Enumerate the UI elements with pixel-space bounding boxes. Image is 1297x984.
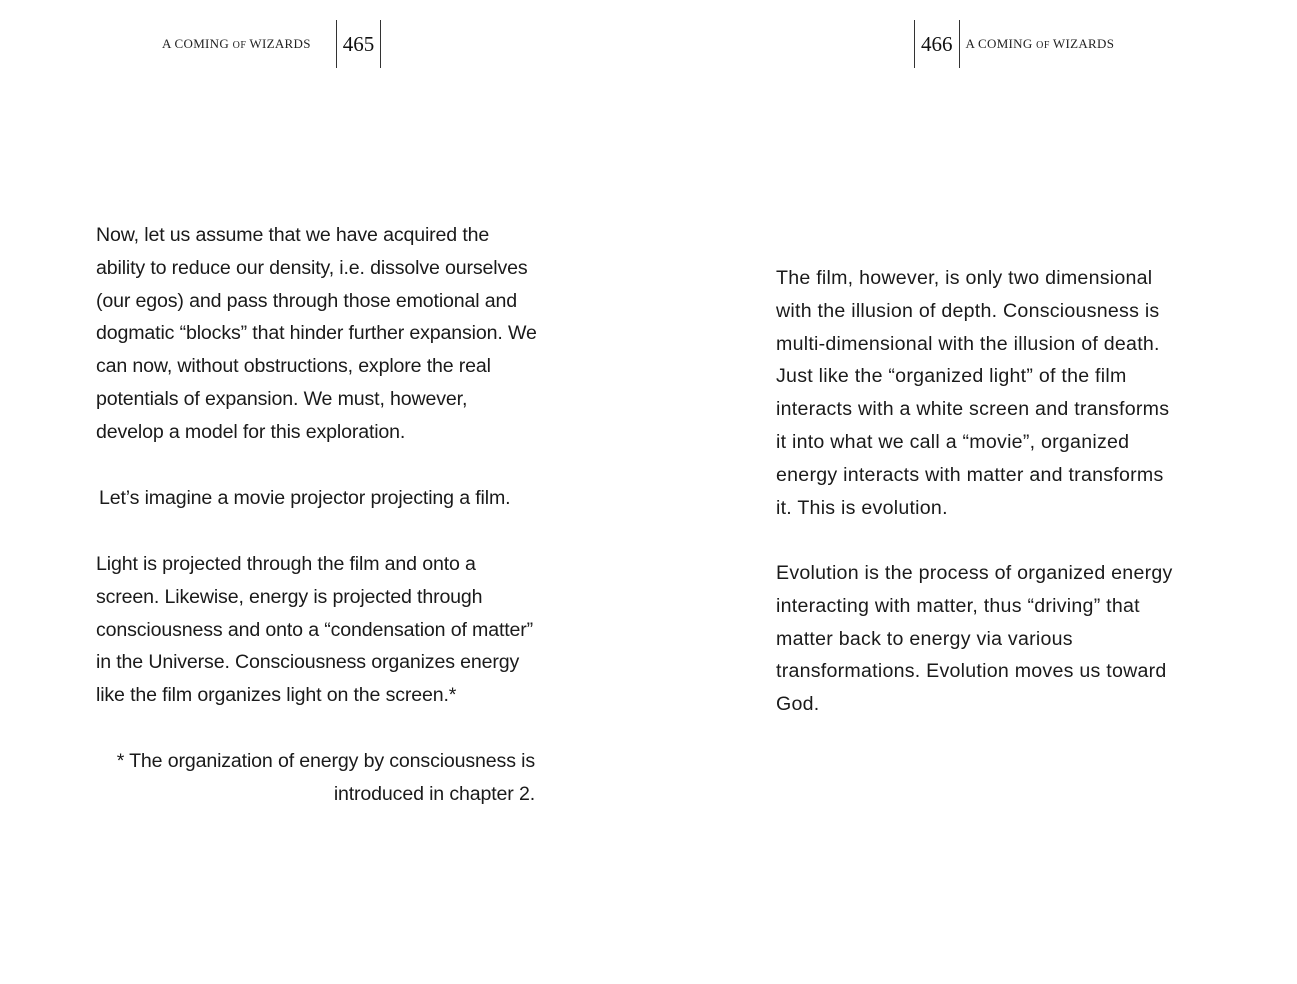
paragraph-projector: Let’s imagine a movie projector projecting a film. [99,487,511,509]
book-title-of: OF [232,40,250,51]
book-title-coming: COMING [174,36,233,51]
paragraph-evolution: Evolution is the process of organized energy interacting with matter, thus “driving” that matter back to energy via various transformations. Evolution moves us toward God. [776,562,1173,716]
footnote: * The organization of energy by consciousness is introduced in chapter 2. [116,750,535,805]
book-title [966,36,1115,52]
header-rule [959,20,960,68]
running-header [162,20,381,68]
header-rule [380,20,381,68]
page-number: 465 [342,32,375,56]
paragraph-light: Light is projected through the film and onto a screen. Likewise, energy is projected through consciousness and onto a “condensation of matter” in the Universe. Consciousness organizes energy like the film organizes light on the screen.* [96,553,534,707]
book-title-a: A [162,36,175,51]
book-title-wizards: WIZARDS [1052,36,1115,51]
book-title-a: A [965,36,979,51]
paragraph-film: The film, however, is only two dimensional with the illusion of depth. Consciousness is multi-dimensional with the illusion of death. Just like the “organized light” of the film interacts with a white screen and transforms it into what we call a “movie”, organized energy interacts with matter and transforms it. This is evolution. [776,267,1170,519]
right-page [648,0,1297,984]
paragraph-density: Now, let us assume that we have acquired the ability to reduce our density, i.e. dissolve ourselves (our egos) and pass through those emotional and dogmatic “blocks” that hinder further expansion. We can now, without obstructions, explore the real potentials of expansion. We must, however, develop a model for this exploration. [96,224,537,443]
book-title-wizards: WIZARDS [249,36,311,51]
book-title-coming: COMING [978,36,1037,51]
page-number: 466 [921,32,953,56]
left-page [0,0,648,984]
book-title [162,36,311,52]
book-title-of: OF [1036,40,1053,51]
running-header [914,20,1114,68]
